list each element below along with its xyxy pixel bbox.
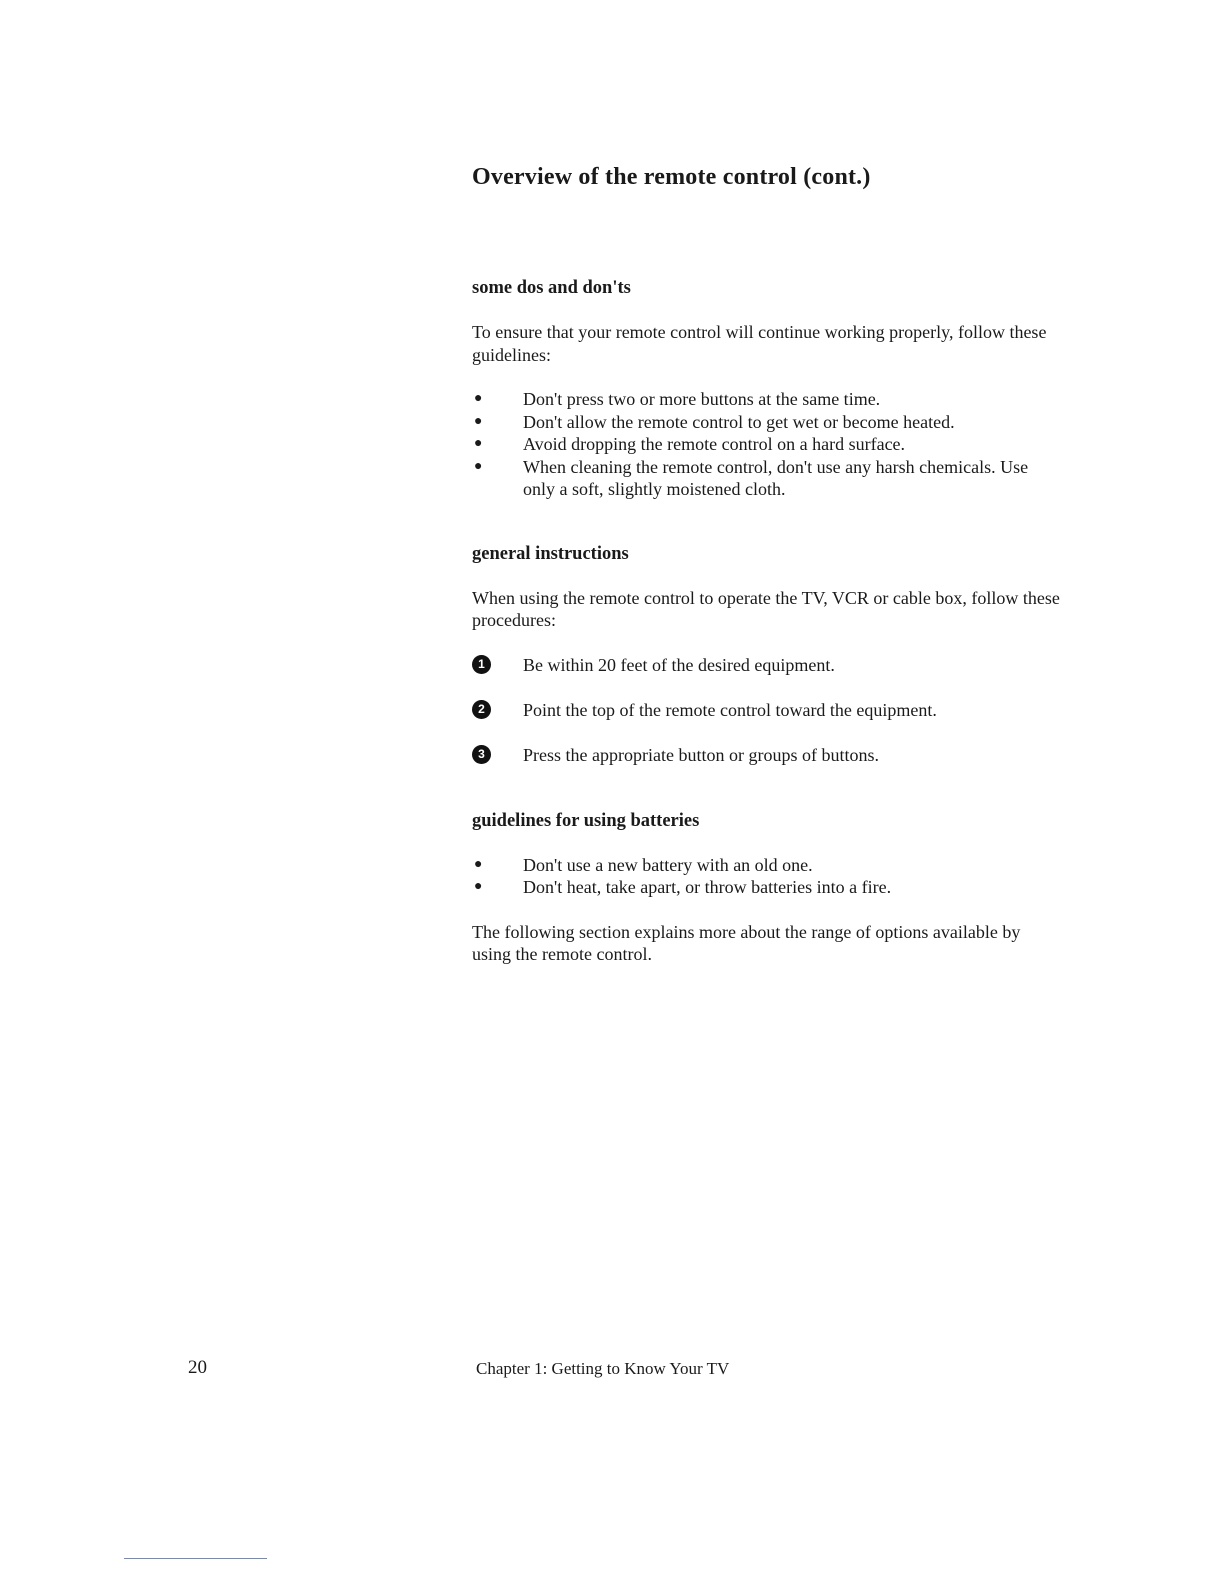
bullet-icon: ● (474, 436, 483, 451)
list-item: ● Don't heat, take apart, or throw batteries into a fire. (474, 877, 892, 897)
dos-donts-list (472, 388, 1062, 501)
bullet-icon: ● (474, 391, 483, 406)
section2-intro: When using the remote control to operate the TV, VCR or cable box, follow these procedures: (472, 587, 1060, 630)
step-item: 2 Point the top of the remote control toward the equipment. (472, 699, 1072, 722)
page-title: Overview of the remote control (cont.) (472, 164, 871, 190)
step-item: 1 Be within 20 feet of the desired equipment. (472, 654, 1072, 677)
section-heading-batteries: guidelines for using batteries (472, 810, 700, 831)
page-content (472, 160, 1072, 966)
instruction-steps (472, 654, 1072, 767)
list-item: ● Don't use a new battery with an old one. (474, 854, 813, 875)
section-heading-dos-donts: some dos and don'ts (472, 278, 631, 298)
step-number-icon: 3 (472, 745, 491, 764)
step-number-icon: 1 (472, 655, 491, 674)
bullet-icon: ● (474, 458, 483, 474)
list-item: ● Don't allow the remote control to get wet or become heated. (474, 411, 955, 432)
bullet-icon: ● (474, 879, 483, 894)
section1-intro: To ensure that your remote control will continue working properly, follow these guidelines: (472, 322, 1047, 365)
step-item: 3 Press the appropriate button or groups of buttons. (472, 744, 1072, 767)
footer-divider (124, 1558, 267, 1559)
page-number: 20 (188, 1357, 207, 1378)
batteries-list (472, 854, 1072, 899)
chapter-footer: Chapter 1: Getting to Know Your TV (476, 1359, 730, 1378)
list-item: ● Avoid dropping the remote control on a hard surface. (474, 434, 906, 454)
list-item: ● Don't press two or more buttons at the same time. (474, 389, 881, 409)
list-item: ● When cleaning the remote control, don't use any harsh chemicals. Use only a soft, slightly moistened cloth. (474, 456, 1029, 499)
step-number-icon: 2 (472, 700, 491, 719)
section-heading-general-instructions: general instructions (472, 543, 629, 564)
closing-paragraph: The following section explains more about the range of options available by using the remote control. (472, 921, 1021, 964)
bullet-icon: ● (474, 413, 483, 429)
bullet-icon: ● (474, 856, 483, 872)
